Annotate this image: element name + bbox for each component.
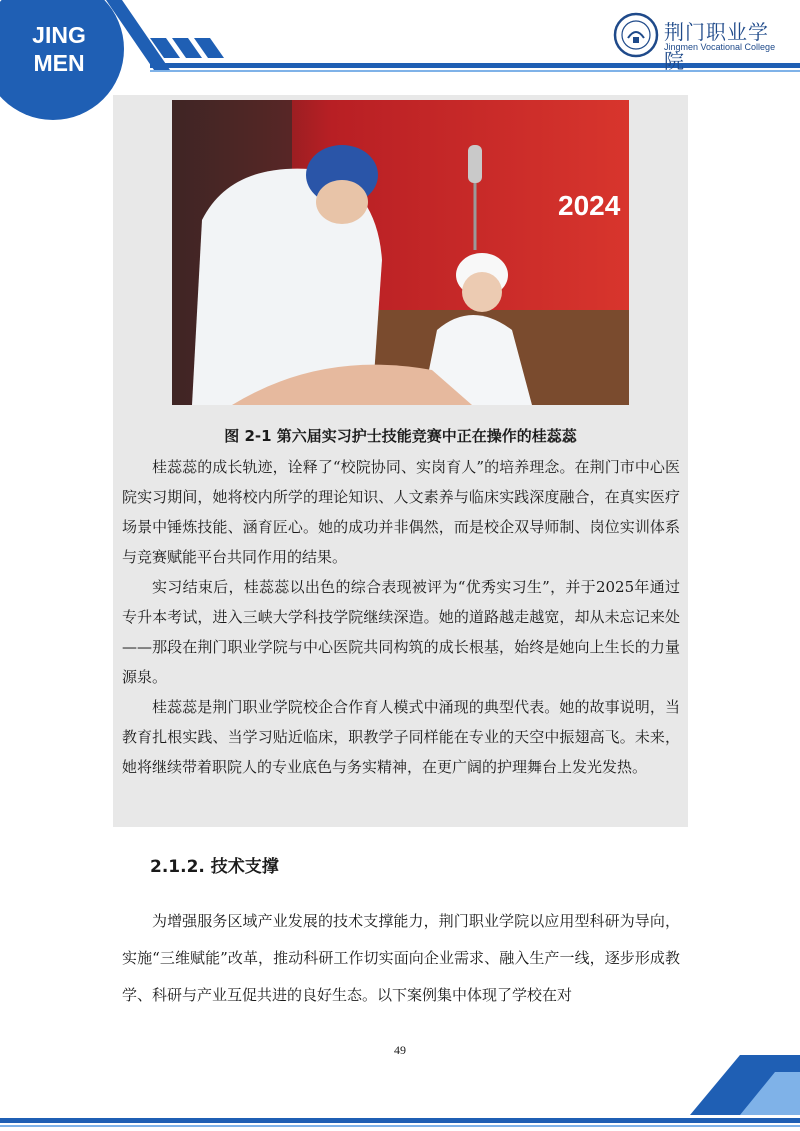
case-paragraph: 实习结束后，桂蕊蕊以出色的综合表现被评为“优秀实习生”，并于2025年通过专升本考试，进入三峡大学科技学院继续深造。她的道路越走越宽，却从未忘记来处——那段在荆门职业学院与中心医院共同构筑的成长根基，始终是她向上生长的力量源泉。 [122,578,680,686]
case-paragraph: 桂蕊蕊是荆门职业学院校企合作育人模式中涌现的典型代表。她的故事说明，当教育扎根实践、当学习贴近临床，职教学子同样能在专业的天空中振翅高飞。未来，她将继续带着职院人的专业底色与务实精神，在更广阔的护理舞台上发光发热。 [122,698,680,776]
page-number: 49 [394,1043,406,1057]
school-name-en: Jingmen Vocational College [664,42,776,52]
case-paragraph: 桂蕊蕊的成长轨迹，诠释了“校院协同、实岗育人”的培养理念。在荆门市中心医院实习期间，她将校内所学的理论知识、人文素养与临床实践深度融合，在真实医疗场景中锤炼技能、涵育匠心。她的成功并非偶然，而是校企双导师制、岗位实训体系与竞赛赋能平台共同作用的结果。 [122,458,680,566]
school-emblem-icon [613,12,659,58]
footer-decoration [0,1050,800,1131]
badge-line1: JING [32,22,86,48]
svg-text:2024: 2024 [558,190,621,221]
school-name-cn: 荆门职业学院 [664,20,769,73]
body-paragraph: 为增强服务区域产业发展的技术支撑能力，荆门职业学院以应用型科研为导向，实施“三维赋能”改革，推动科研工作切实面向企业需求、融入生产一线，逐步形成教学、科研与产业互促共进的良好生态。以下案例集中体现了学校在对 [122,912,680,1004]
figure-caption: 图 2-1 第六届实习护士技能竞赛中正在操作的桂蕊蕊 [224,427,577,445]
body-text [122,903,680,1014]
competition-photo [172,100,629,405]
photo-screen-text [558,190,621,221]
section-heading: 2.1.2. 技术支撑 [150,857,279,877]
badge-line2: MEN [33,50,85,76]
case-text [122,452,680,782]
